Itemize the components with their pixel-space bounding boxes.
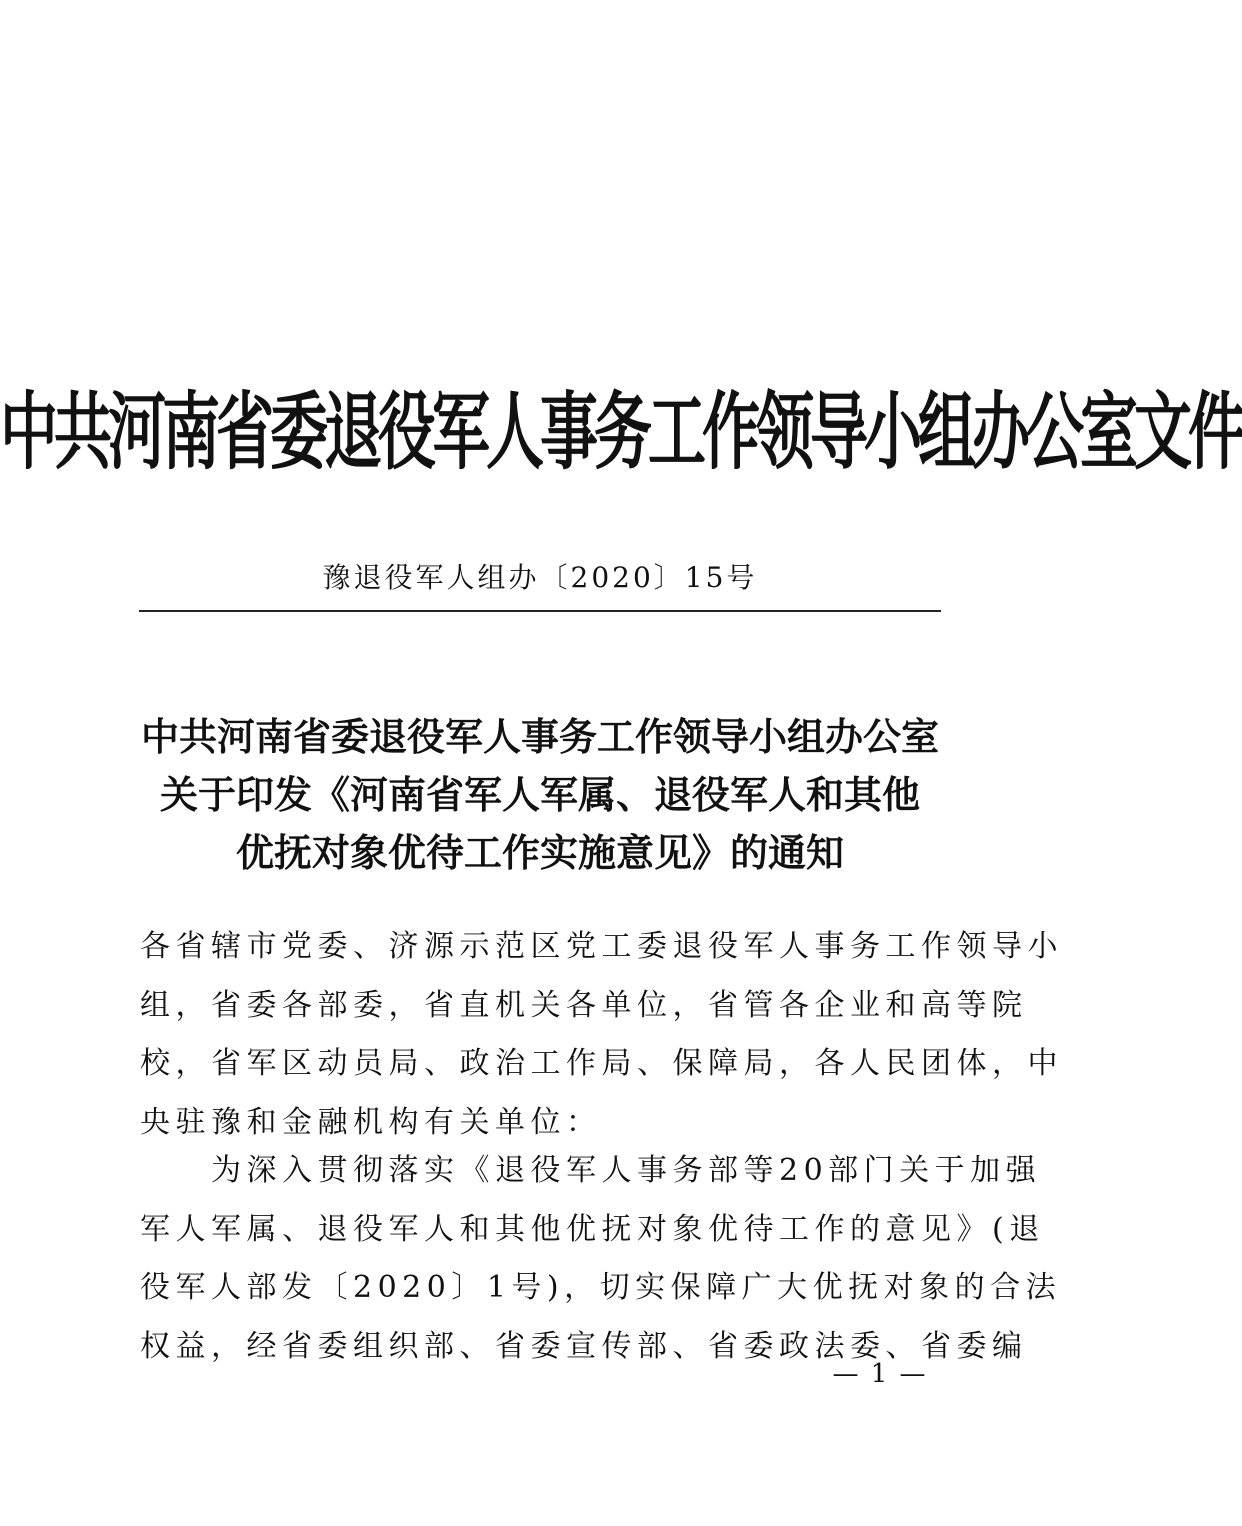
document-masthead: 中共河南省委退役军人事务工作领导小组办公室文件 xyxy=(0,382,1242,482)
paragraph-line: 为深入贯彻落实《退役军人事务部等20部门关于加强 xyxy=(140,1153,1042,1188)
paragraph-line: 役军人部发〔2020〕1号)，切实保障广大优抚对象的合法 xyxy=(140,1270,1062,1305)
title-line: 优抚对象优待工作实施意见》的通知 xyxy=(235,830,844,875)
salutation-line: 校，省军区动员局、政治工作局、保障局，各人民团体，中 xyxy=(140,1046,1063,1081)
paragraph-line: 军人军属、退役军人和其他优抚对象优待工作的意见》(退 xyxy=(140,1211,1045,1247)
title-line: 关于印发《河南省军人军属、退役军人和其他 xyxy=(159,772,920,817)
paragraph-line: 权益，经省委组织部、省委宣传部、省委政法委、省委编 xyxy=(140,1328,1028,1364)
page-number: — 1 — xyxy=(832,1359,928,1389)
salutation-line: 央驻豫和金融机构有关单位： xyxy=(140,1104,602,1140)
body-paragraph xyxy=(140,1142,1062,1376)
salutation-line: 组，省委各部委，省直机关各单位，省管各企业和高等院 xyxy=(140,987,1028,1023)
salutation xyxy=(140,918,1063,1152)
document-title xyxy=(130,708,950,882)
header-divider xyxy=(139,610,941,612)
document-number: 豫退役军人组办〔2020〕15号 xyxy=(322,561,758,594)
title-line: 中共河南省委退役军人事务工作领导小组办公室 xyxy=(140,714,939,759)
salutation-line: 各省辖市党委、济源示范区党工委退役军人事务工作领导小 xyxy=(140,929,1063,964)
